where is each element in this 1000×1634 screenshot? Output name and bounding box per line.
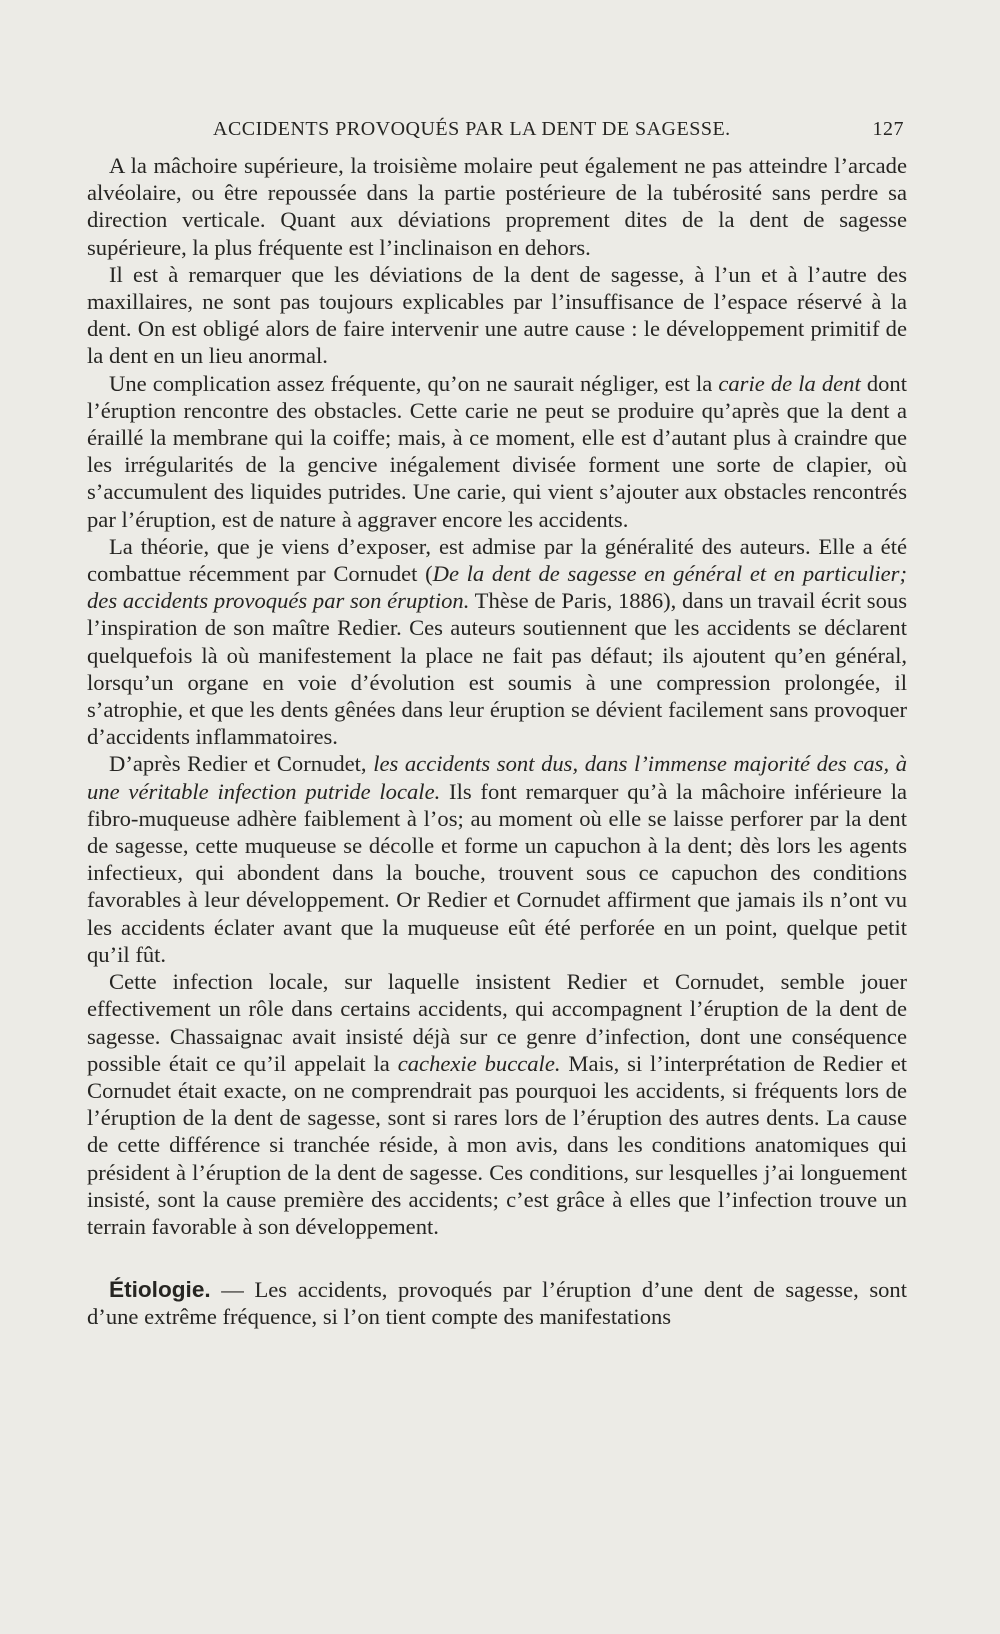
paragraph bbox=[87, 370, 907, 533]
paragraph-text: La théorie, que je viens d’exposer, est admise par la généralité des auteurs. Elle a été combattue récemment par Cornudet ( bbox=[87, 533, 907, 587]
section-heading: Étiologie. bbox=[109, 1277, 211, 1303]
page-number: 127 bbox=[872, 118, 904, 140]
paragraph-text: D’après Redier et Cornudet, bbox=[109, 751, 374, 777]
italic-phrase: les accidents sont dus, dans l’immense majorité des cas, à une véritable infection putride locale. bbox=[87, 751, 907, 804]
paragraph-text: Cette infection locale, sur laquelle insistent Redier et Cornudet, semble jouer effectivement un rôle dans certains accidents, qui accompagnent l’éruption de la dent de sagesse. Chassaignac avait insisté déjà sur ce genre d’infection, dont une conséquence possible était ce qu’il appelait la bbox=[87, 969, 907, 1076]
italic-phrase: carie de la dent bbox=[718, 370, 861, 396]
paragraph-text: Thèse de Paris, 1886), dans un travail écrit sous l’inspiration de son maître Redier. Ces auteurs soutiennent que les accidents se déclarent quelquefois là où manifestement la place ne fait pas défaut; ils ajoutent qu’en général, lorsqu’un organe en voie d’évolution est soumis à une compression prolongée, il s’atrophie, et que les dents gênées dans leur éruption se dévient facilement sans provoquer d’accidents inflammatoires. bbox=[87, 588, 907, 750]
paragraph-text: Mais, si l’interprétation de Redier et Cornudet était exacte, on ne comprendrait pas pourquoi les accidents, si fréquents lors de l’éruption de la dent de sagesse, sont si rares lors de l’éruption des autres dents. La cause de cette différence si tranchée réside, à mon avis, dans les conditions anatomiques qui président à l’éruption de la dent de sagesse. Ces conditions, sur lesquelles j’ai longuement insisté, sont la cause première des accidents; c’est grâce à elles que l’infection trouve un terrain favorable à son développement. bbox=[87, 1050, 908, 1239]
paragraph-text: Ils font remarquer qu’à la mâchoire inférieure la fibro-muqueuse adhère faiblement à l’os; au moment où elle se laisse perforer par la dent de sagesse, cette muqueuse se décolle et forme un capuchon à la dent; dès lors les agents infectieux, qui abondent dans la bouche, trouvent sous ce capuchon des conditions favorables à leur développement. Or Redier et Cornudet affirment que jamais ils n’ont vu les accidents éclater avant que la muqueuse eût été perforée en un point, quelque petit qu’il fût. bbox=[87, 778, 907, 967]
paragraph-text: dont l’éruption rencontre des obstacles. Cette carie ne peut se produire qu’après que la dent a éraillé la membrane qui la coiffe; mais, à ce moment, elle est d’autant plus à craindre que les irrégularités de la gencive inégalement divisée forment une sorte de clapier, où s’accumulent des liquides putrides. Une carie, qui vient s’ajouter aux obstacles rencontrés par l’éruption, est de nature à aggraver encore les accidents. bbox=[87, 370, 908, 532]
paragraph bbox=[87, 750, 907, 968]
italic-phrase: cachexie buccale. bbox=[397, 1050, 561, 1076]
paragraph-text: Il est à remarquer que les déviations de la dent de sagesse, à l’un et à l’autre des maxillaires, ne sont pas toujours explicables par l’insuffisance de l’espace réservé à la dent. On est obligé alors de faire intervenir une autre cause : le développement primitif de la dent en un lieu anormal. bbox=[87, 261, 907, 369]
paragraph: A la mâchoire supérieure, la troisième molaire peut également ne pas atteindre l’arcade alvéolaire, ou être repoussée dans la partie postérieure de la tubérosité sans perdre sa direction verticale. Quant aux déviations proprement dites de la dent de sagesse supérieure, la plus fréquente est l’inclinaison en dehors. bbox=[87, 153, 907, 260]
paragraph bbox=[87, 968, 907, 1240]
paragraph-text: Une complication assez fréquente, qu’on ne saurait négliger, est la bbox=[109, 370, 719, 396]
body-text bbox=[87, 152, 907, 1331]
paragraph-section bbox=[87, 1276, 907, 1330]
paragraph-text: — Les accidents, provoqués par l’éruption d’une dent de sagesse, sont d’une extrême fréquence, si l’on tient compte des manifestations bbox=[87, 1277, 907, 1330]
italic-citation: De la dent de sagesse en général et en particulier; des accidents provoqués par son éruption. bbox=[87, 561, 907, 614]
running-title: ACCIDENTS PROVOQUÉS PAR LA DENT DE SAGESSE. bbox=[213, 118, 731, 140]
paragraph bbox=[87, 261, 907, 370]
paragraph bbox=[87, 533, 907, 751]
